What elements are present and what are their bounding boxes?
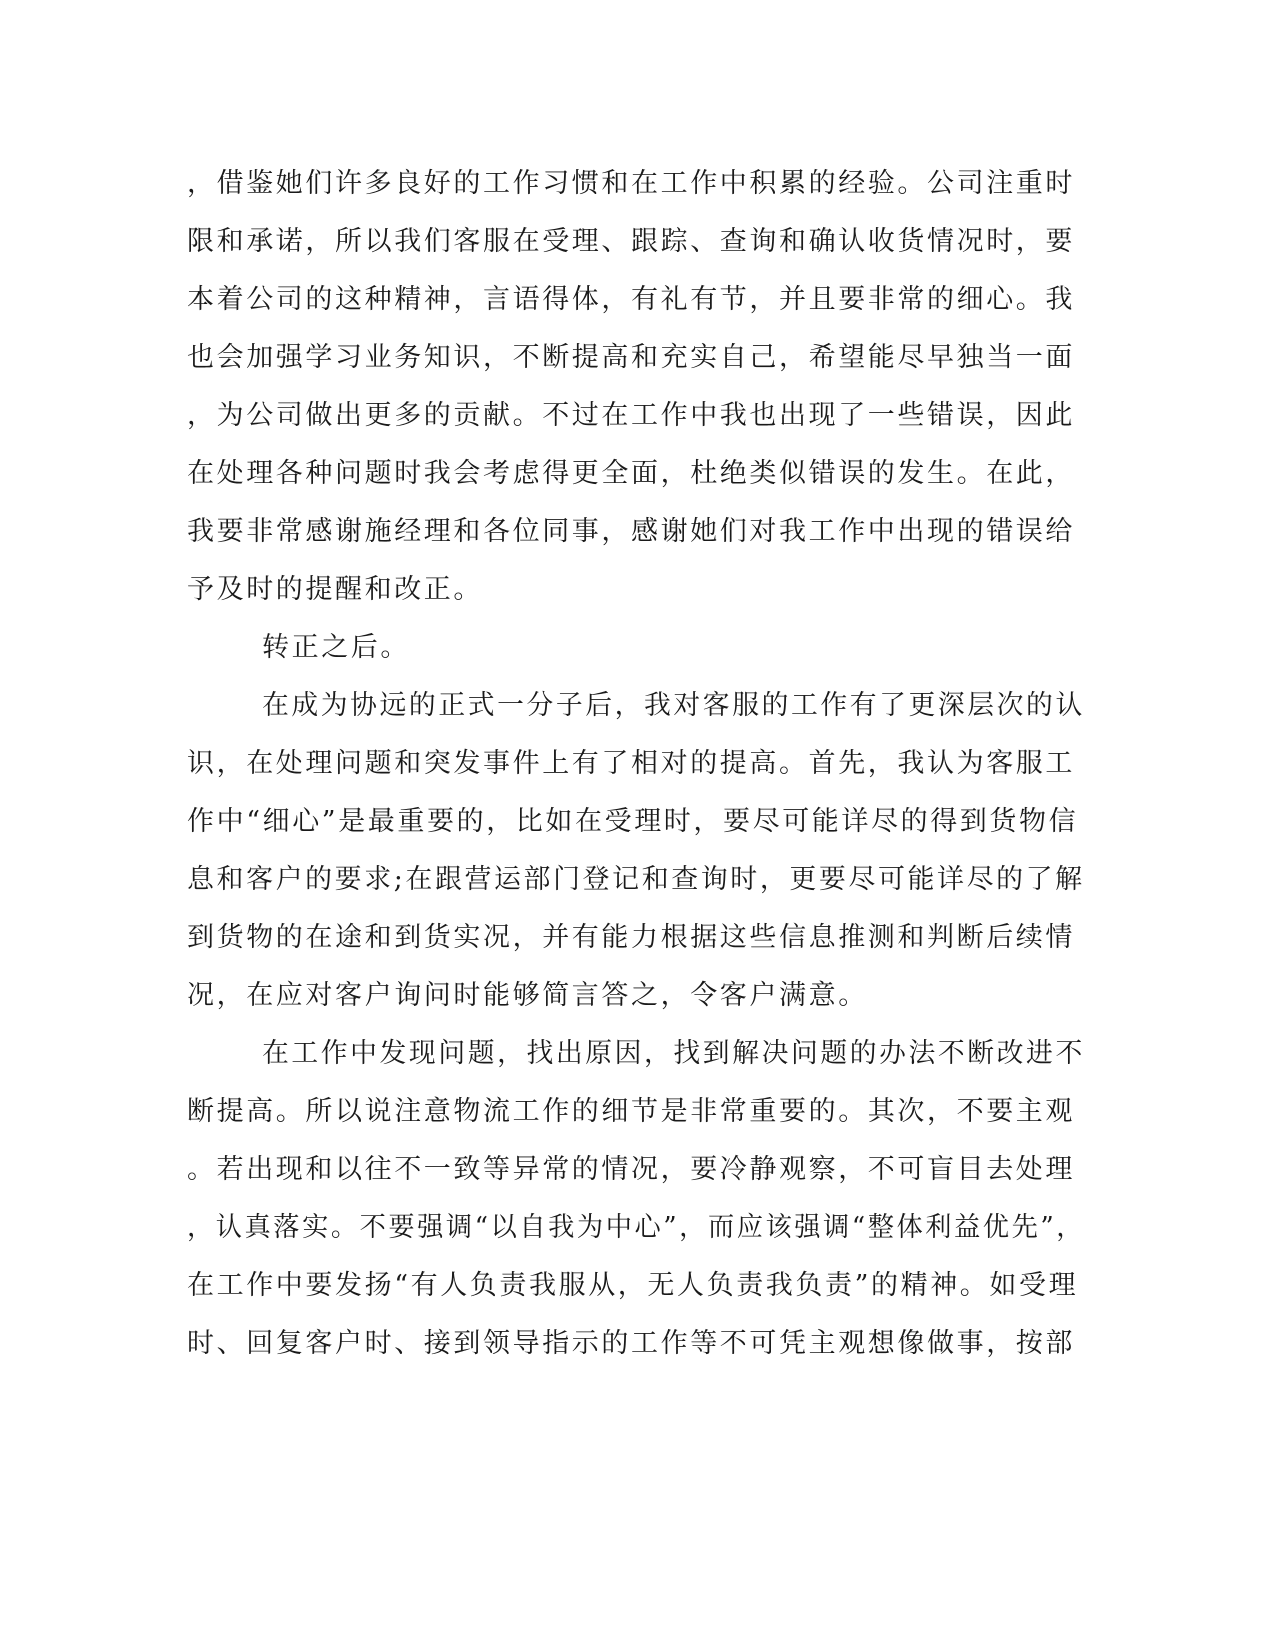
text-line: ，认真落实。不要强调“以自我为中心”，而应该强调“整体利益优先”， [187, 1212, 1086, 1243]
section-heading: 转正之后。 [262, 632, 410, 663]
text-line: 作中“细心”是最重要的，比如在受理时，要尽可能详尽的得到货物信 [187, 806, 1079, 837]
text-line: 在工作中要发扬“有人负责我服从，无人负责我负责”的精神。如受理 [187, 1270, 1079, 1301]
text-line: 。若出现和以往不一致等异常的情况，要冷静观察，不可盲目去处理 [187, 1154, 1075, 1185]
text-line: ，为公司做出更多的贡献。不过在工作中我也出现了一些错误，因此 [187, 400, 1075, 431]
text-line: 况，在应对客户询问时能够简言答之，令客户满意。 [187, 980, 868, 1011]
text-line: 在工作中发现问题，找出原因，找到解决问题的办法不断改进不 [262, 1038, 1085, 1069]
text-line: 到货物的在途和到货实况，并有能力根据这些信息推测和判断后续情 [187, 922, 1075, 953]
text-line: 在成为协远的正式一分子后，我对客服的工作有了更深层次的认 [262, 690, 1085, 721]
text-line: 予及时的提醒和改正。 [187, 574, 483, 605]
text-line: 也会加强学习业务知识，不断提高和充实自己，希望能尽早独当一面 [187, 342, 1075, 373]
text-line: 息和客户的要求;在跟营运部门登记和查询时，更要尽可能详尽的了解 [187, 864, 1085, 895]
text-line: 断提高。所以说注意物流工作的细节是非常重要的。其次，不要主观 [187, 1096, 1075, 1127]
text-line: 限和承诺，所以我们客服在受理、跟踪、查询和确认收货情况时，要 [187, 226, 1075, 257]
text-line: ，借鉴她们许多良好的工作习惯和在工作中积累的经验。公司注重时 [187, 168, 1075, 199]
text-line: 我要非常感谢施经理和各位同事，感谢她们对我工作中出现的错误给 [187, 516, 1075, 547]
text-line: 时、回复客户时、接到领导指示的工作等不可凭主观想像做事，按部 [187, 1328, 1075, 1359]
text-line: 在处理各种问题时我会考虑得更全面，杜绝类似错误的发生。在此， [187, 458, 1075, 489]
text-line: 识，在处理问题和突发事件上有了相对的提高。首先，我认为客服工 [187, 748, 1075, 779]
text-line: 本着公司的这种精神，言语得体，有礼有节，并且要非常的细心。我 [187, 284, 1075, 315]
